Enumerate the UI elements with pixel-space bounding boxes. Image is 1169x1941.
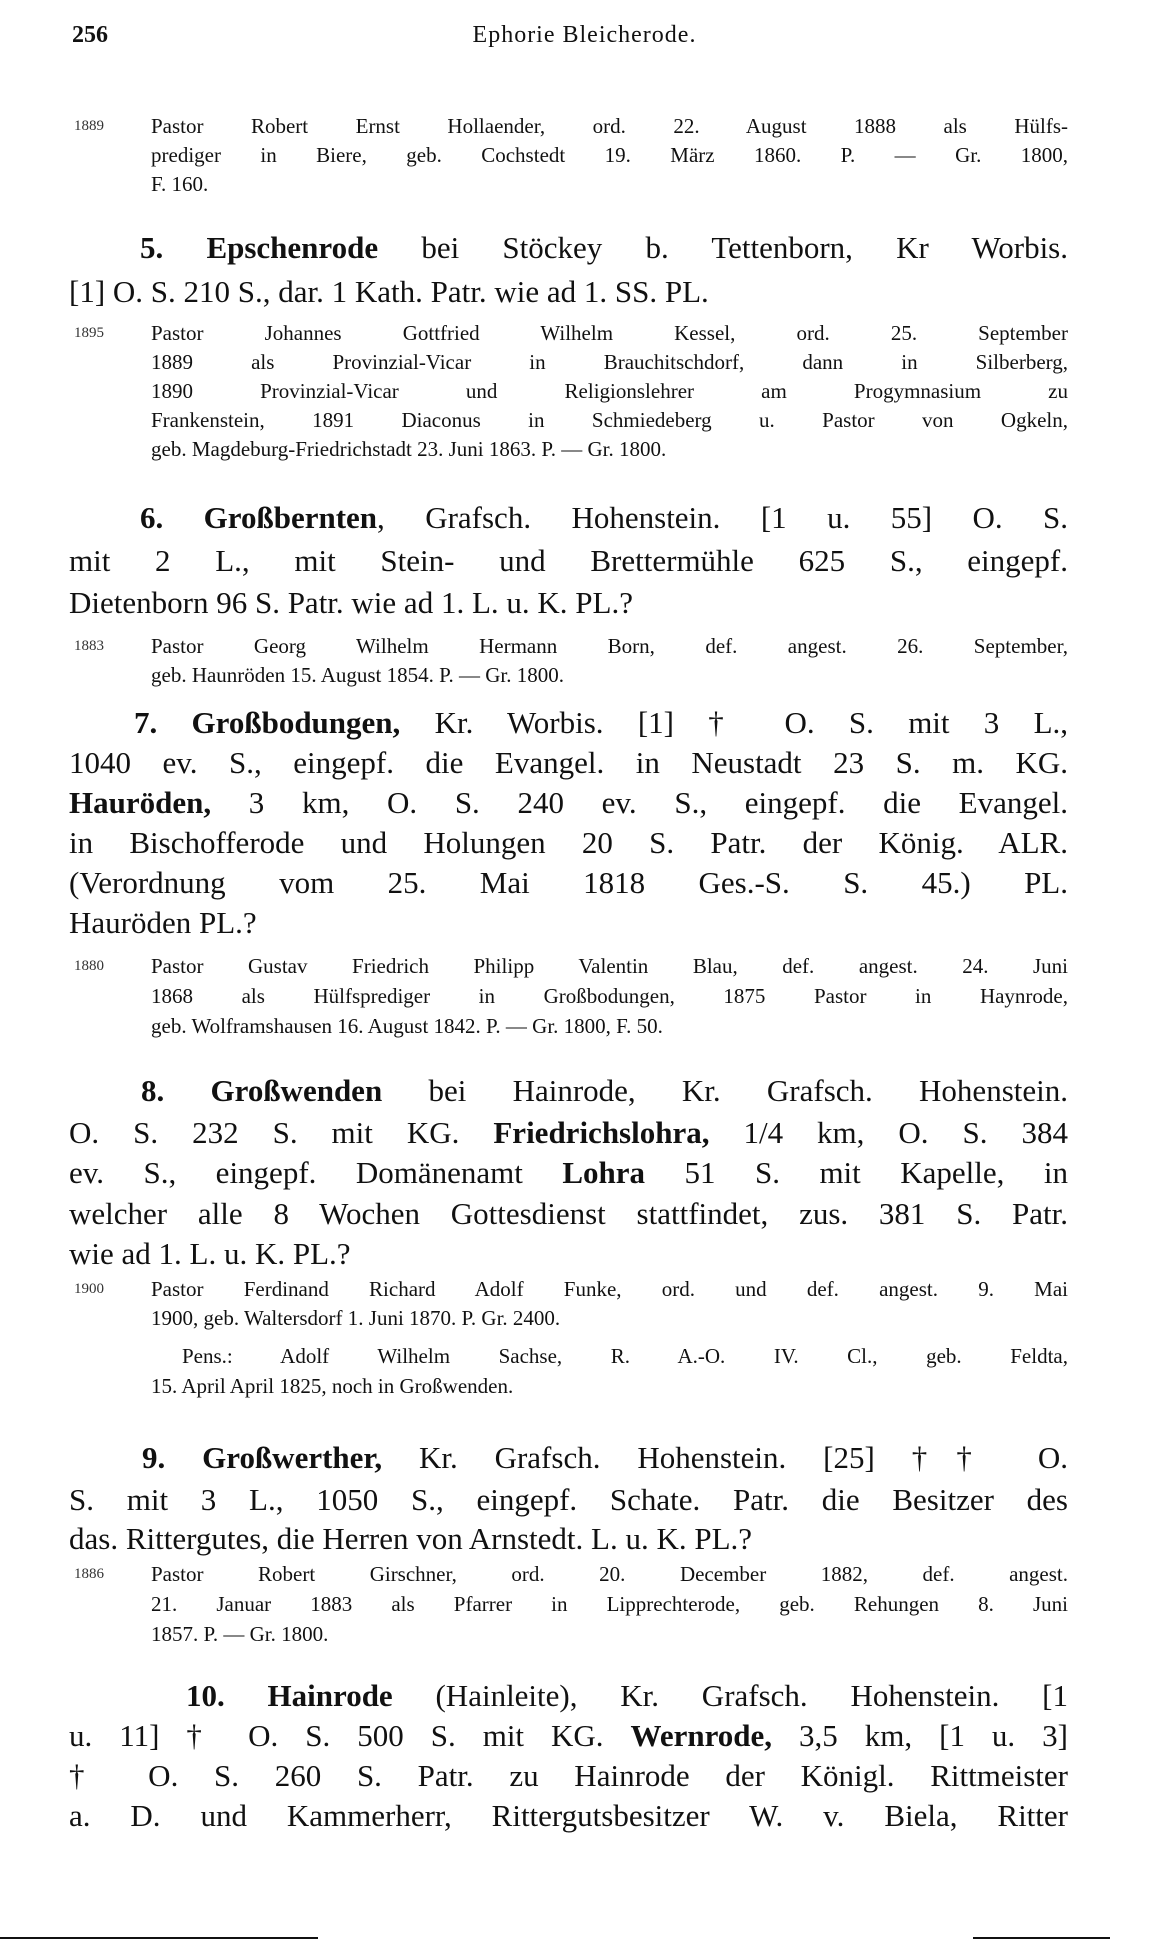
- text-line: Pens.: Adolf Wilhelm Sachse, R. A.-O. IV. Cl., geb. Feldta,: [182, 1344, 1068, 1368]
- text-line: Pastor Johannes Gottfried Wilhelm Kessel, ord. 25. September: [151, 321, 1068, 345]
- text-line: a. D. und Kammerherr, Rittergutsbesitzer W. v. Biela, Ritter: [69, 1798, 1068, 1833]
- text-line: S. mit 3 L., 1050 S., eingepf. Schate. Patr. die Besitzer des: [69, 1482, 1068, 1517]
- text-line: [1] O. S. 210 S., dar. 1 Kath. Patr. wie ad 1. SS. PL.: [69, 274, 709, 309]
- text-line: 10. Hainrode (Hainleite), Kr. Grafsch. Hohenstein. [1: [186, 1678, 1068, 1713]
- text-line: Pastor Robert Ernst Hollaender, ord. 22. August 1888 als Hülfs-: [151, 114, 1068, 138]
- text-line: Pastor Ferdinand Richard Adolf Funke, ord. und def. angest. 9. Mai: [151, 1277, 1068, 1301]
- text-line: 7. Großbodungen, Kr. Worbis. [1] † O. S. mit 3 L.,: [134, 705, 1069, 740]
- place-name: 7. Großbodungen,: [134, 705, 401, 740]
- place-name: Hauröden,: [69, 785, 212, 820]
- place-name: 10. Hainrode: [186, 1678, 393, 1713]
- text-line: wie ad 1. L. u. K. PL.?: [69, 1236, 351, 1271]
- text-line: † O. S. 260 S. Patr. zu Hainrode der Königl. Rittmeister: [69, 1758, 1068, 1793]
- text-line: 1890 Provinzial-Vicar und Religionslehrer am Progymnasium zu: [151, 379, 1068, 403]
- text-line: 6. Großbernten, Grafsch. Hohenstein. [1 u. 55] O. S.: [140, 500, 1068, 535]
- text-line: Pastor Robert Girschner, ord. 20. December 1882, def. angest.: [151, 1562, 1068, 1586]
- text-line: 15. April April 1825, noch in Großwenden.: [151, 1374, 514, 1398]
- text-line: Pastor Georg Wilhelm Hermann Born, def. angest. 26. September,: [151, 634, 1068, 658]
- text-line: geb. Magdeburg-Friedrichstadt 23. Juni 1863. P. — Gr. 1800.: [151, 437, 667, 461]
- text-line: Pastor Gustav Friedrich Philipp Valentin Blau, def. angest. 24. Juni: [151, 954, 1068, 978]
- text-line: 1040 ev. S., eingepf. die Evangel. in Neustadt 23 S. m. KG.: [69, 745, 1068, 780]
- text-line: 5. Epschenrode bei Stöckey b. Tettenborn, Kr Worbis.: [140, 230, 1068, 265]
- text-line: 1868 als Hülfsprediger in Großbodungen, 1875 Pastor in Haynrode,: [151, 984, 1068, 1008]
- text-line: Hauröden, 3 km, O. S. 240 ev. S., eingepf. die Evangel.: [69, 785, 1068, 820]
- text-line: geb. Wolframshausen 16. August 1842. P. — Gr. 1800, F. 50.: [151, 1014, 663, 1038]
- place-name: 6. Großbernten: [140, 500, 378, 535]
- text-line: (Verordnung vom 25. Mai 1818 Ges.-S. S. 45.) PL.: [69, 865, 1068, 900]
- text-line: 1857. P. — Gr. 1800.: [151, 1622, 329, 1646]
- text-line: Frankenstein, 1891 Diaconus in Schmiedeberg u. Pastor von Ogkeln,: [151, 408, 1068, 432]
- entry-year: 1886: [74, 1566, 104, 1582]
- text-line: mit 2 L., mit Stein- und Brettermühle 625 S., eingepf.: [69, 543, 1068, 578]
- text-line: F. 160.: [151, 172, 209, 196]
- entry-year: 1889: [74, 118, 104, 134]
- entry-year: 1883: [74, 638, 104, 654]
- entry-year: 1895: [74, 325, 104, 341]
- text-line: O. S. 232 S. mit KG. Friedrichslohra, 1/4 km, O. S. 384: [69, 1115, 1068, 1150]
- place-name: Friedrichslohra,: [493, 1115, 710, 1150]
- text-line: 1889 als Provinzial-Vicar in Brauchitschdorf, dann in Silberberg,: [151, 350, 1068, 374]
- text-line: das. Rittergutes, die Herren von Arnstedt. L. u. K. PL.?: [69, 1521, 753, 1556]
- page-number: 256: [72, 22, 108, 48]
- place-name: Lohra: [562, 1155, 646, 1190]
- text-line: 1900, geb. Waltersdorf 1. Juni 1870. P. Gr. 2400.: [151, 1306, 561, 1330]
- text-line: Dietenborn 96 S. Patr. wie ad 1. L. u. K. PL.?: [69, 585, 633, 620]
- place-name: 9. Großwerther,: [142, 1440, 383, 1475]
- place-name: 8. Großwenden: [141, 1073, 383, 1108]
- place-name: 5. Epschenrode: [140, 230, 379, 265]
- text-line: geb. Haunröden 15. August 1854. P. — Gr. 1800.: [151, 663, 564, 687]
- text-line: 21. Januar 1883 als Pfarrer in Lipprechterode, geb. Rehungen 8. Juni: [151, 1592, 1068, 1616]
- text-line: u. 11] † O. S. 500 S. mit KG. Wernrode, 3,5 km, [1 u. 3]: [69, 1718, 1068, 1753]
- text-line: prediger in Biere, geb. Cochstedt 19. März 1860. P. — Gr. 1800,: [151, 143, 1068, 167]
- text-line: Hauröden PL.?: [69, 905, 257, 940]
- footer-rule-right: [973, 1937, 1110, 1939]
- footer-rule-left: [0, 1937, 318, 1939]
- text-line: 8. Großwenden bei Hainrode, Kr. Grafsch. Hohenstein.: [141, 1073, 1068, 1108]
- text-line: welcher alle 8 Wochen Gottesdienst stattfindet, zus. 381 S. Patr.: [69, 1196, 1068, 1231]
- text-line: 9. Großwerther, Kr. Grafsch. Hohenstein. [25] †† O.: [142, 1440, 1068, 1475]
- entry-year: 1900: [74, 1281, 104, 1297]
- place-name: Wernrode,: [630, 1718, 773, 1753]
- running-title: Ephorie Bleicherode.: [472, 22, 697, 48]
- text-line: in Bischofferode und Holungen 20 S. Patr. der König. ALR.: [69, 825, 1068, 860]
- text-line: ev. S., eingepf. Domänenamt Lohra 51 S. mit Kapelle, in: [69, 1155, 1068, 1190]
- entry-year: 1880: [74, 958, 104, 974]
